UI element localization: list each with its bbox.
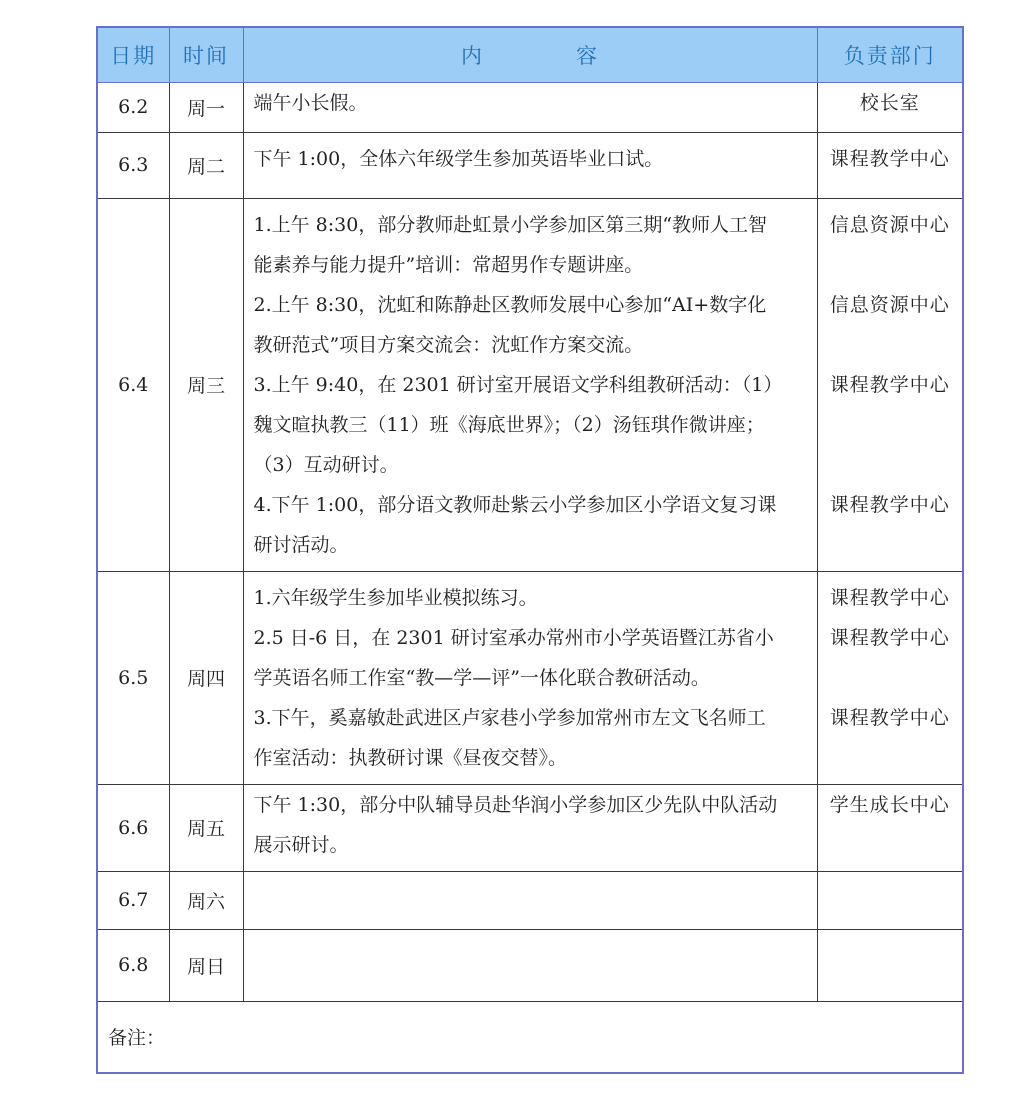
dept-line: 校长室 [859,91,920,114]
dept-line: 课程教学中心 [829,706,950,729]
dept-line: 课程教学中心 [829,147,950,170]
row-day: 周三 [169,198,243,571]
content-line: 1.六年级学生参加毕业模拟练习。 [253,586,538,609]
dept-line: 信息资源中心 [829,213,950,236]
content-line: 下午 1:30，部分中队辅导员赴华润小学参加区少先队中队活动 [253,793,778,816]
table-row [97,929,963,1001]
dept-line: 学生成长中心 [829,793,950,816]
row-date: 6.6 [97,784,169,871]
row-dept [817,82,963,132]
header-content [243,27,817,82]
remarks-text: 备注： [97,1001,963,1073]
remarks-row [97,1001,963,1073]
row-day: 周日 [169,929,243,1001]
row-content [243,929,817,1001]
row-date: 6.4 [97,198,169,571]
header-dept: 负责部门 [817,27,963,82]
content-line: 研讨活动。 [253,533,349,556]
dept-line: 课程教学中心 [829,586,950,609]
row-dept [817,871,963,929]
dept-line: 信息资源中心 [829,293,950,316]
content-line: 教研范式”项目方案交流会：沈虹作方案交流。 [253,333,644,356]
row-date: 6.7 [97,871,169,929]
row-date: 6.5 [97,571,169,784]
row-dept [817,198,963,571]
row-date: 6.3 [97,132,169,198]
row-day: 周五 [169,784,243,871]
dept-spacer [818,405,963,445]
header-content-b: 容 [576,43,599,68]
row-date: 6.2 [97,82,169,132]
content-line: 作室活动：执教研讨课《昼夜交替》。 [253,746,568,769]
row-day: 周四 [169,571,243,784]
content-line: 2.5 日-6 日，在 2301 研讨室承办常州市小学英语暨江苏省小 [253,626,774,649]
table-row [97,871,963,929]
row-dept [817,571,963,784]
content-line: 能素养与能力提升”培训：常超男作专题讲座。 [253,253,644,276]
row-dept [817,784,963,871]
table-row [97,198,963,571]
row-date: 6.8 [97,929,169,1001]
content-line: 展示研讨。 [253,833,349,856]
row-content [243,132,817,198]
row-content [243,82,817,132]
dept-spacer [818,658,963,698]
table-header-row [97,27,963,82]
content-line: 3.上午 9:40，在 2301 研讨室开展语文学科组教研活动：（1） [253,373,783,396]
table-row [97,82,963,132]
content-line: 3.下午，奚嘉敏赴武进区卢家巷小学参加常州市左文飞名师工 [253,706,766,729]
row-content [243,571,817,784]
content-line: 1.上午 8:30，部分教师赴虹景小学参加区第三期“教师人工智 [253,213,768,236]
dept-spacer [818,445,963,485]
dept-line: 课程教学中心 [829,493,950,516]
row-day: 周二 [169,132,243,198]
content-line: （3）互动研讨。 [253,453,399,476]
header-day: 时间 [169,27,243,82]
row-content [243,871,817,929]
row-day: 周一 [169,82,243,132]
dept-line: 课程教学中心 [829,626,950,649]
content-line: 学英语名师工作室“教—学—评”一体化联合教研活动。 [253,666,710,689]
row-dept [817,132,963,198]
row-content [243,784,817,871]
content-line: 端午小长假。 [253,91,368,114]
weekly-schedule-table [96,26,964,1074]
content-line: 魏文暄执教三（11）班《海底世界》；（2）汤钰琪作微讲座； [253,413,765,436]
dept-spacer [818,245,963,285]
dept-spacer [818,325,963,365]
dept-line: 课程教学中心 [829,373,950,396]
header-content-a: 内 [461,43,484,68]
content-line: 2.上午 8:30，沈虹和陈静赴区教师发展中心参加“AI+数字化 [253,293,767,316]
table-row [97,784,963,871]
row-dept [817,929,963,1001]
table-row [97,571,963,784]
row-day: 周六 [169,871,243,929]
content-line: 4.下午 1:00，部分语文教师赴紫云小学参加区小学语文复习课 [253,493,777,516]
header-date: 日期 [97,27,169,82]
content-line: 下午 1:00，全体六年级学生参加英语毕业口试。 [253,147,664,170]
table-row [97,132,963,198]
row-content [243,198,817,571]
